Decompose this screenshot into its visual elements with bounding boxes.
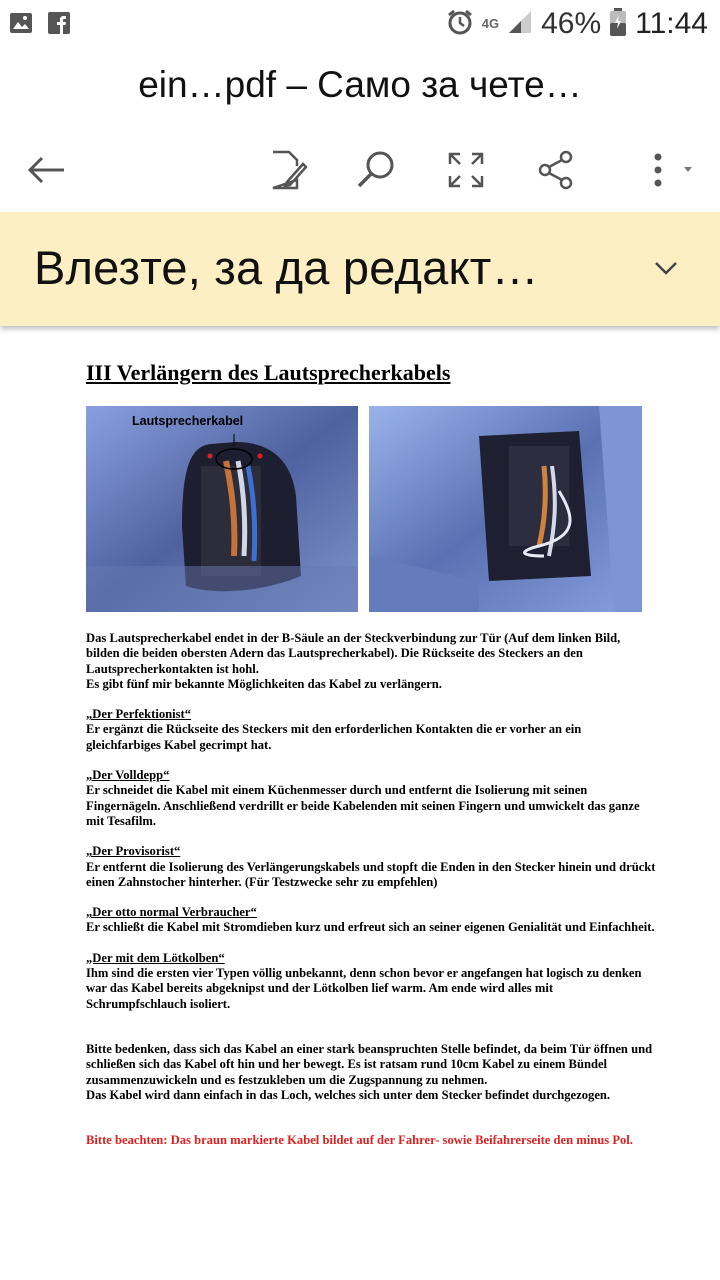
battery-percent: 46% — [541, 7, 602, 40]
toolbar — [0, 128, 720, 210]
photo-label: Lautsprecherkabel — [132, 414, 244, 428]
section-text: Er entfernt die Isolierung des Verlängerungskabels und stopft die Enden in den Stecker hinein und drückt einen Zahnstocher hinterher. (Für Testzwecke sehr zu empfehlen) — [86, 859, 656, 889]
section-heading: III Verlängern des Lautsprecherkabels — [86, 360, 451, 385]
section-text: Er ergänzt die Rückseite des Steckers mit den erforderlichen Kontakten die er vorher an ein gleichfarbiges Kabel gecrimpt hat. — [86, 722, 582, 752]
section-title: „Der Provisorist“ — [86, 844, 181, 859]
photo-row — [86, 406, 642, 612]
status-bar — [0, 0, 720, 48]
list-item — [86, 707, 656, 753]
section-title: „Der otto normal Verbraucher“ — [86, 905, 257, 920]
image-icon — [8, 10, 34, 36]
pdf-page — [86, 360, 656, 386]
photo-left — [86, 406, 358, 612]
more-options-button[interactable] — [626, 142, 706, 198]
note-paragraph: Bitte bedenken, dass sich das Kabel an einer stark beanspruchten Stelle befindet, da beim Tür öffnen und schließen sich das Kabel oft hin und her bewegt. Es ist ratsam rund 10cm Kabel zu einem Bündel zusammenzuwickeln und es festzukleben um die Zugspannung zu nehmen. — [86, 1041, 653, 1087]
document-body — [86, 631, 656, 1148]
warning-paragraph: Bitte beachten: Das braun markierte Kabel bildet auf der Fahrer- sowie Beifahrerseite den minus Pol. — [86, 1133, 633, 1148]
list-item — [86, 951, 656, 1012]
list-item — [86, 905, 656, 936]
section-text: Ihm sind die ersten vier Typen völlig unbekannt, denn schon bevor er angefangen hat logisch zu denken war das Kabel bereits abgeknipst und der Lötkolben lief warm. Am ende wird alles mit Schrumpfschlauch isoliert. — [86, 966, 642, 1011]
photo-right — [369, 406, 642, 612]
share-button[interactable] — [528, 142, 584, 198]
title-bar — [0, 48, 720, 128]
list-item — [86, 844, 656, 890]
section-title: „Der Perfektionist“ — [86, 707, 192, 722]
search-button[interactable] — [348, 142, 404, 198]
sign-in-banner[interactable] — [0, 212, 720, 326]
fullscreen-button[interactable] — [438, 142, 494, 198]
intro-paragraph-2: Es gibt fünf mir bekannte Möglichkeiten das Kabel zu verlängern. — [86, 676, 442, 691]
section-text: Er schneidet die Kabel mit einem Küchenmesser durch und entfernt die Isolierung mit seinen Fingernägeln. Anschließend verdrillt er beide Kabelenden mit seinen Fingern und umwickelt das ganze mit Tesafilm. — [86, 783, 640, 828]
share-icon — [537, 150, 575, 190]
fullscreen-icon — [448, 152, 484, 188]
edit-button[interactable] — [260, 142, 316, 198]
clock-time: 11:44 — [635, 7, 708, 40]
battery-icon — [609, 7, 627, 42]
intro-paragraph: Das Lautsprecherkabel endet in der B-Säule an der Steckverbindung zur Tür (Auf dem linken Bild, bilden die beiden obersten Adern das Lautsprecherkabel). Die Rückseite des Steckers an den Lautsprecherkontakten ist hohl. — [86, 631, 621, 676]
back-arrow-icon — [26, 155, 66, 185]
back-button[interactable] — [18, 142, 74, 198]
section-title: „Der Volldepp“ — [86, 768, 170, 783]
note-paragraph-2: Das Kabel wird dann einfach in das Loch, welches sich unter dem Stecker befindet durchgezogen. — [86, 1087, 611, 1102]
network-type: 4G — [481, 16, 500, 31]
list-item — [86, 768, 656, 829]
alarm-icon — [446, 8, 474, 41]
more-icon — [636, 150, 696, 190]
edit-document-icon — [269, 150, 307, 190]
chevron-down-icon[interactable] — [650, 252, 682, 284]
document-title: ein…pdf – Само за чете… — [138, 64, 582, 105]
sign-in-banner-text: Влезте, за да редакт… — [34, 241, 539, 294]
section-text: Er schließt die Kabel mit Stromdieben kurz und erfreut sich an seiner eigenen Genialität und Einfachheit. — [86, 920, 655, 935]
search-icon — [356, 150, 396, 190]
signal-icon — [507, 9, 533, 40]
section-title: „Der mit dem Lötkolben“ — [86, 950, 225, 965]
facebook-icon — [46, 10, 72, 36]
